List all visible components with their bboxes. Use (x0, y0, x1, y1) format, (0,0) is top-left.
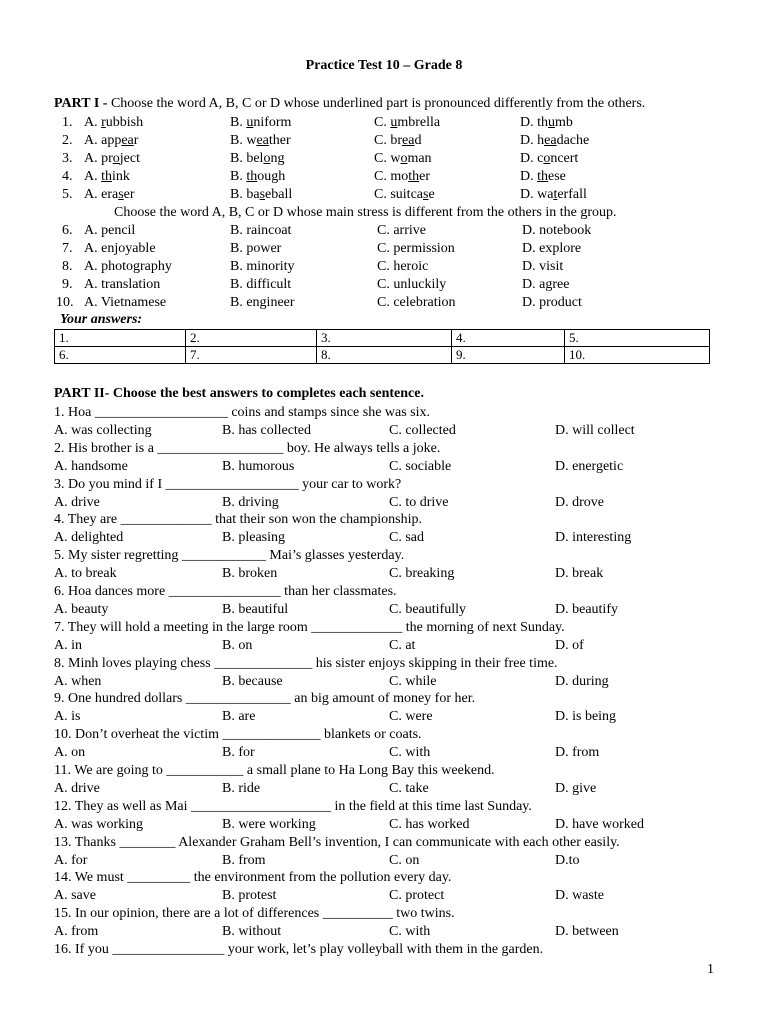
option-d[interactable]: D. during (555, 673, 609, 689)
option-c[interactable]: C. unluckily (377, 277, 447, 292)
question-number: 6. (62, 223, 73, 238)
option-b[interactable]: B. has collected (222, 423, 312, 438)
option-text: ough (257, 169, 286, 184)
underlined-segment: ea (121, 133, 134, 148)
option-text: A. (84, 115, 102, 130)
option-b[interactable] (230, 115, 291, 131)
option-d[interactable]: D. interesting (555, 530, 632, 546)
option-c[interactable]: C. take (389, 781, 429, 796)
option-c[interactable]: C. sad (389, 530, 424, 546)
option-b[interactable]: B. pleasing (222, 530, 285, 546)
underlined-segment: s (259, 187, 266, 202)
question-number: 7. (62, 241, 73, 256)
option-a[interactable]: A. in (54, 637, 82, 653)
option-c[interactable]: C. arrive (377, 223, 426, 238)
question-number: 4. (62, 169, 73, 184)
option-text: ther (268, 133, 291, 148)
option-c[interactable]: C. with (389, 745, 431, 761)
option-c[interactable]: C. on (389, 852, 420, 868)
answer-cell[interactable]: 2. (186, 330, 317, 347)
question-stem: 15. In our opinion, there are a lot of differences __________ two twins. (54, 906, 455, 922)
underlined-segment: u (548, 115, 555, 130)
question-stem: 4. They are _____________ that their son won the championship. (54, 512, 422, 528)
part1-heading (54, 96, 645, 112)
question-stem: 5. My sister regretting ____________ Mai’s glasses yesterday. (54, 548, 405, 564)
answer-cell[interactable]: 4. (452, 330, 565, 347)
question-stem: 10. Don’t overheat the victim ______________ blankets or coats. (54, 727, 422, 743)
option-b[interactable] (230, 187, 292, 203)
option-b[interactable]: B. broken (222, 566, 278, 582)
option-text: D. th (520, 115, 548, 130)
answer-grid (54, 329, 710, 364)
option-b[interactable]: B. power (230, 241, 282, 256)
option-d[interactable]: D. is being (555, 709, 617, 725)
option-d[interactable]: D.to (555, 852, 580, 868)
option-b[interactable]: B. raincoat (230, 223, 292, 238)
answer-cell[interactable]: 8. (317, 347, 452, 364)
question-number: 2. (62, 133, 73, 148)
option-text: A. pr (84, 151, 113, 166)
option-d[interactable]: D. of (555, 637, 584, 653)
option-d[interactable]: D. drove (555, 494, 604, 510)
option-text: e (428, 187, 435, 202)
option-c[interactable]: C. sociable (389, 458, 452, 474)
underlined-segment: r (101, 115, 106, 130)
answer-cell[interactable]: 6. (55, 347, 186, 364)
question-number: 10. (56, 295, 74, 310)
answer-cell[interactable]: 3. (317, 330, 452, 347)
option-d[interactable]: D. give (555, 781, 597, 796)
option-d[interactable]: D. from (555, 745, 600, 761)
option-c[interactable] (374, 151, 432, 167)
option-a[interactable]: A. from (54, 924, 99, 940)
option-d[interactable]: D. energetic (555, 458, 624, 474)
option-a[interactable]: A. for (54, 852, 88, 868)
underlined-segment: o (112, 151, 120, 166)
answer-cell[interactable]: 1. (55, 330, 186, 347)
option-a[interactable]: A. pencil (84, 223, 136, 238)
part1-label: PART I - (54, 96, 108, 111)
option-b[interactable] (230, 133, 291, 149)
option-a[interactable]: A. save (54, 888, 96, 904)
option-text: ink (112, 169, 130, 184)
option-a[interactable]: A. when (54, 673, 102, 689)
option-c[interactable]: C. with (389, 924, 431, 940)
option-a[interactable]: A. to break (54, 566, 117, 582)
option-text: D. wa (520, 187, 554, 202)
option-a[interactable] (84, 187, 135, 203)
question-stem: 6. Hoa dances more ________________ than her classmates. (54, 584, 397, 599)
option-d[interactable] (520, 169, 566, 185)
question-stem: 3. Do you mind if I ___________________ your car to work? (54, 476, 402, 492)
answer-row (55, 347, 710, 364)
option-text: B. ba (230, 187, 260, 202)
option-text: D. h (520, 133, 545, 148)
option-d[interactable]: D. have worked (555, 816, 645, 832)
option-text: C. mo (374, 169, 409, 184)
option-a[interactable]: A. translation (84, 277, 161, 292)
option-d[interactable]: D. beautify (555, 602, 618, 617)
underlined-segment: ea (256, 133, 269, 148)
option-a[interactable]: A. on (54, 745, 86, 761)
underlined-segment: o (400, 151, 408, 166)
question-number: 5. (62, 187, 73, 202)
option-b[interactable]: B. were working (222, 816, 316, 832)
option-c[interactable]: C. heroic (377, 259, 429, 274)
option-d[interactable]: D. will collect (555, 423, 635, 438)
option-a[interactable]: A. drive (54, 494, 100, 510)
option-a[interactable]: A. delighted (54, 530, 124, 546)
question-stem: 7. They will hold a meeting in the large room _____________ the morning of next Sunday. (54, 619, 565, 635)
option-c[interactable]: C. protect (389, 888, 445, 904)
option-text: B. (230, 115, 247, 130)
option-text: B. bel (230, 151, 264, 166)
underlined-segment: ea (402, 133, 415, 148)
page-title: Practice Test 10 – Grade 8 (305, 58, 463, 73)
option-a[interactable]: A. photography (84, 259, 172, 274)
part1-instruction: Choose the word A, B, C or D whose underlined part is pronounced differently from the others. (107, 96, 646, 111)
option-a[interactable]: A. was collecting (54, 423, 152, 438)
option-text: C. (374, 115, 391, 130)
option-c[interactable] (374, 115, 440, 131)
question-stem: 1. Hoa ___________________ coins and stamps since she was six. (54, 405, 431, 420)
question-number: 8. (62, 259, 73, 274)
stress-instruction: Choose the word A, B, C or D whose main stress is different from the others in the group. (114, 205, 617, 220)
option-b[interactable] (230, 169, 285, 185)
option-d[interactable]: D. notebook (522, 223, 592, 238)
option-a[interactable] (84, 151, 140, 167)
underlined-segment: u (390, 115, 398, 130)
option-text: B. w (230, 133, 257, 148)
underlined-segment: th (101, 169, 113, 184)
option-b[interactable]: B. engineer (230, 295, 295, 310)
option-c[interactable]: C. were (389, 709, 433, 725)
option-d[interactable]: D. explore (522, 241, 582, 256)
option-text: ject (119, 151, 140, 166)
option-text: dache (556, 133, 590, 148)
underlined-segment: ea (544, 133, 557, 148)
answer-cell[interactable]: 9. (452, 347, 565, 364)
underlined-segment: s (423, 187, 429, 202)
underlined-segment: th (408, 169, 420, 184)
option-text: niform (253, 115, 292, 130)
option-d[interactable]: D. agree (522, 277, 570, 292)
option-c[interactable] (374, 133, 421, 149)
option-text: erfall (557, 187, 587, 202)
option-c[interactable]: C. collected (389, 423, 456, 438)
option-c[interactable]: C. breaking (389, 566, 455, 582)
option-d[interactable] (520, 187, 587, 203)
option-c[interactable]: C. beautifully (389, 602, 466, 617)
underlined-segment: t (553, 187, 558, 202)
question-number: 9. (62, 277, 73, 292)
option-b[interactable]: B. humorous (222, 458, 295, 474)
question-stem: 12. They as well as Mai ____________________ in the field at this time last Sunday. (54, 798, 532, 814)
option-c[interactable] (374, 169, 430, 185)
option-c[interactable] (374, 187, 435, 203)
option-b[interactable]: B. driving (222, 494, 279, 510)
option-text: A. (84, 169, 102, 184)
option-d[interactable]: D. visit (522, 259, 564, 274)
option-text: B. (230, 169, 247, 184)
option-text: r (133, 133, 139, 148)
option-text: u (105, 115, 113, 130)
option-d[interactable]: D. waste (555, 888, 604, 904)
question-stem: 14. We must _________ the environment from the pollution every day. (54, 870, 452, 886)
option-text: C. br (374, 133, 402, 148)
part2-heading: PART II- Choose the best answers to completes each sentence. (54, 386, 424, 401)
option-b[interactable] (230, 151, 284, 167)
question-stem: 13. Thanks ________ Alexander Graham Bell’s invention, I can communicate with each other easily. (54, 834, 620, 850)
option-a[interactable]: A. was working (54, 816, 144, 832)
question-stem: 2. His brother is a __________________ boy. He always tells a joke. (54, 440, 441, 456)
underlined-segment: o (543, 151, 551, 166)
option-text: ese (548, 169, 566, 184)
option-c[interactable]: C. to drive (389, 494, 449, 510)
answer-cell[interactable]: 5. (565, 330, 710, 347)
question-stem: 9. One hundred dollars _______________ an big amount of money for her. (54, 691, 476, 707)
option-a[interactable] (84, 115, 143, 131)
option-d[interactable] (520, 133, 589, 149)
option-b[interactable]: B. because (222, 673, 283, 689)
answers-label: Your answers: (60, 312, 143, 327)
underlined-segment: o (263, 151, 271, 166)
option-b[interactable]: B. without (222, 924, 282, 940)
option-text: man (407, 151, 432, 166)
option-text: C. w (374, 151, 401, 166)
option-c[interactable]: C. has worked (389, 816, 470, 832)
option-text: d (414, 133, 422, 148)
option-b[interactable]: B. for (222, 745, 255, 761)
option-d[interactable] (520, 115, 573, 131)
option-d[interactable]: D. between (555, 924, 619, 940)
option-a[interactable]: A. is (54, 709, 81, 725)
option-text: ncert (550, 151, 579, 166)
option-b[interactable]: B. protest (222, 888, 277, 904)
option-a[interactable]: A. beauty (54, 602, 109, 617)
option-a[interactable] (84, 133, 138, 149)
option-b[interactable]: B. are (222, 709, 256, 725)
option-text: eball (265, 187, 293, 202)
answer-cell[interactable]: 10. (565, 347, 710, 364)
option-b[interactable]: B. on (222, 637, 253, 653)
option-b[interactable]: B. minority (230, 259, 295, 274)
option-text: C. suitca (374, 187, 423, 202)
option-text: er (419, 169, 431, 184)
option-a[interactable]: A. handsome (54, 458, 128, 474)
option-text: bbish (112, 115, 144, 130)
option-c[interactable]: C. while (389, 673, 437, 689)
option-b[interactable]: B. ride (222, 781, 261, 796)
option-a[interactable]: A. Vietnamese (84, 295, 167, 310)
option-a[interactable]: A. drive (54, 781, 100, 796)
option-c[interactable]: C. at (389, 637, 416, 653)
option-text: A. app (84, 133, 122, 148)
option-c[interactable]: C. permission (377, 241, 455, 256)
option-text: mb (555, 115, 573, 130)
underlined-segment: s (118, 187, 124, 202)
option-d[interactable] (520, 151, 578, 167)
option-text: D. c (520, 151, 544, 166)
option-a[interactable] (84, 169, 130, 185)
page-number: 1 (707, 962, 714, 977)
option-b[interactable]: B. from (222, 852, 266, 868)
option-c[interactable]: C. celebration (377, 295, 456, 310)
option-text: er (123, 187, 135, 202)
underlined-segment: th (246, 169, 258, 184)
option-text: D. (520, 169, 538, 184)
question-stem: 16. If you ________________ your work, let’s play volleyball with them in the garden. (54, 942, 544, 957)
question-number: 1. (62, 115, 73, 130)
option-d[interactable]: D. product (522, 295, 582, 310)
option-b[interactable]: B. beautiful (222, 602, 289, 617)
question-stem: 8. Minh loves playing chess ______________ his sister enjoys skipping in their free time. (54, 655, 558, 671)
underlined-segment: th (537, 169, 549, 184)
option-d[interactable]: D. break (555, 566, 604, 582)
answer-cell[interactable]: 7. (186, 347, 317, 364)
underlined-segment: u (246, 115, 254, 130)
option-a[interactable]: A. enjoyable (84, 241, 156, 256)
answer-row (55, 330, 710, 347)
option-b[interactable]: B. difficult (230, 277, 292, 292)
option-text: mbrella (397, 115, 441, 130)
question-number: 3. (62, 151, 73, 166)
option-text: A. era (84, 187, 119, 202)
question-stem: 11. We are going to ___________ a small plane to Ha Long Bay this weekend. (54, 763, 495, 778)
option-text: ng (270, 151, 285, 166)
